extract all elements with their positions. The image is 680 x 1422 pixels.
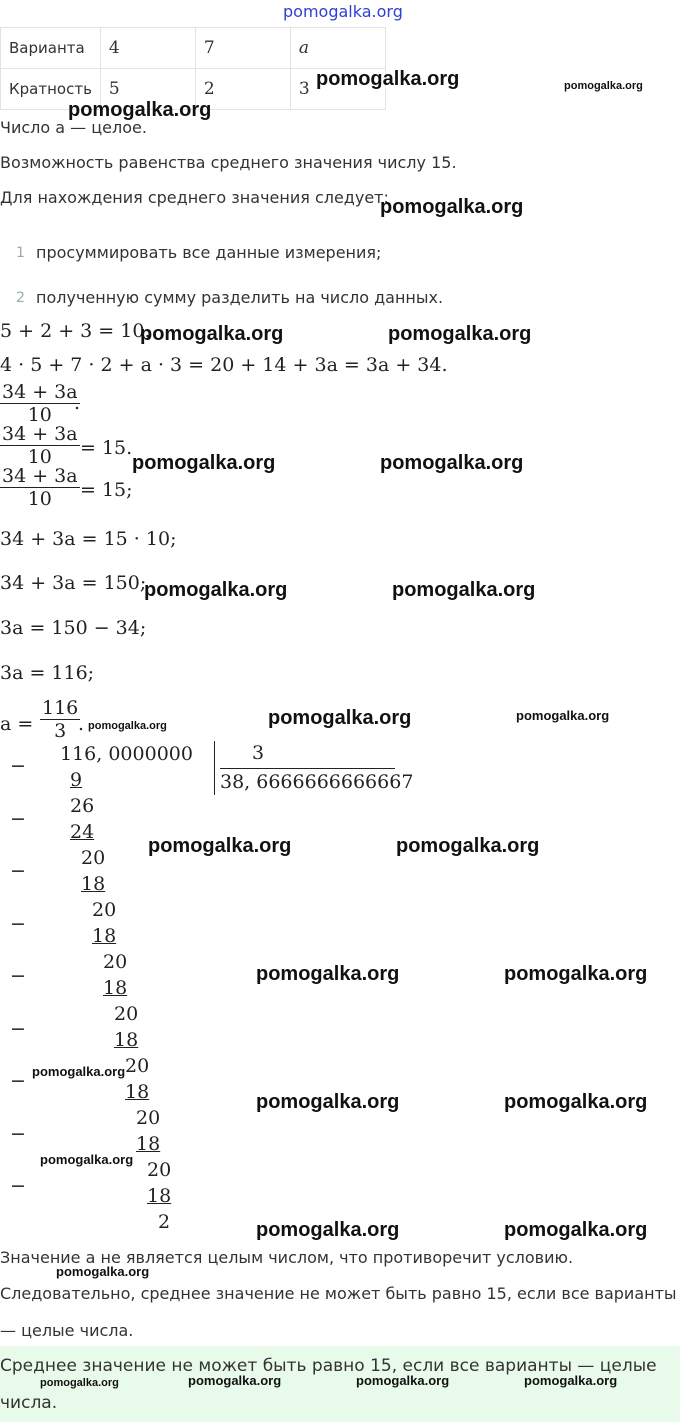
minus-sign: −: [10, 965, 26, 987]
quotient-line: [220, 768, 395, 769]
step-2: полученную сумму разделить на число данных.: [36, 288, 444, 307]
division-row: 20: [81, 847, 106, 869]
watermark: pomogalka.org: [388, 323, 532, 345]
division-row: 18: [92, 925, 117, 947]
site-link[interactable]: pomogalka.org: [283, 2, 403, 21]
watermark: pomogalka.org: [524, 1373, 618, 1388]
watermark: pomogalka.org: [40, 1377, 119, 1389]
table-header-variant: Варианта: [1, 28, 101, 69]
division-quotient: 38, 6666666666667: [220, 771, 414, 793]
division-row: 20: [92, 899, 117, 921]
step-number: 1: [16, 245, 25, 261]
minus-sign: −: [10, 913, 26, 935]
conclusion-line: Значение a не является целым числом, что противоречит условию.: [0, 1248, 574, 1267]
minus-sign: −: [10, 808, 26, 830]
steps-intro: Для нахождения среднего значения следует:: [0, 188, 389, 207]
watermark: pomogalka.org: [132, 452, 276, 474]
fraction-denominator: 10: [27, 446, 52, 468]
watermark: pomogalka.org: [256, 1219, 400, 1241]
watermark: pomogalka.org: [392, 579, 536, 601]
watermark: pomogalka.org: [256, 963, 400, 985]
division-bar: [214, 741, 215, 795]
division-row: 20: [103, 951, 128, 973]
watermark: pomogalka.org: [396, 835, 540, 857]
equation-line: 34 + 3a = 15 · 10;: [0, 528, 177, 550]
sum-multiplicities: 5 + 2 + 3 = 10.: [0, 320, 151, 342]
watermark: pomogalka.org: [40, 1152, 134, 1167]
equation-line: 34 + 3a = 150;: [0, 572, 147, 594]
division-row: 18: [147, 1185, 172, 1207]
watermark: pomogalka.org: [316, 68, 460, 90]
period: .: [74, 392, 81, 414]
possibility-statement: Возможность равенства среднего значения числу 15.: [0, 153, 457, 172]
equation-line: 3a = 116;: [0, 662, 95, 684]
division-row: 2: [158, 1211, 171, 1233]
minus-sign: −: [10, 1018, 26, 1040]
division-row: 18: [114, 1029, 139, 1051]
period: .: [78, 713, 85, 735]
division-row: 9: [70, 769, 83, 791]
watermark: pomogalka.org: [140, 323, 284, 345]
watermark: pomogalka.org: [268, 707, 412, 729]
answer-line: числа.: [0, 1393, 58, 1413]
division-divisor: 3: [252, 742, 265, 764]
division-row: 18: [103, 977, 128, 999]
fraction-numerator: 34 + 3a: [2, 423, 78, 445]
watermark: pomogalka.org: [88, 720, 167, 732]
answer-line: Среднее значение не может быть равно 15, если все варианты — целые: [0, 1356, 657, 1376]
watermark: pomogalka.org: [68, 99, 212, 121]
table-cell: a: [290, 28, 385, 69]
division-dividend: 116, 0000000: [60, 743, 193, 765]
watermark: pomogalka.org: [504, 1091, 648, 1113]
fraction-denominator: 10: [27, 488, 52, 510]
fraction-denominator: 3: [54, 720, 67, 742]
watermark: pomogalka.org: [380, 196, 524, 218]
watermark: pomogalka.org: [380, 452, 524, 474]
minus-sign: −: [10, 860, 26, 882]
watermark: pomogalka.org: [148, 835, 292, 857]
step-number: 2: [16, 290, 25, 306]
division-row: 26: [70, 795, 95, 817]
watermark: pomogalka.org: [256, 1091, 400, 1113]
watermark: pomogalka.org: [516, 708, 610, 723]
division-row: 18: [81, 873, 106, 895]
watermark: pomogalka.org: [504, 1219, 648, 1241]
table-row: [1, 28, 386, 69]
table-cell: 7: [195, 28, 290, 69]
mean-fraction: [0, 465, 80, 510]
division-row: 20: [114, 1003, 139, 1025]
conclusion-line: Следовательно, среднее значение не может быть равно 15, если все варианты: [0, 1284, 677, 1303]
division-row: 18: [125, 1081, 150, 1103]
division-row: 18: [136, 1133, 161, 1155]
table-cell: 3: [290, 69, 385, 110]
watermark: pomogalka.org: [564, 80, 643, 92]
a-equals: a =: [0, 713, 34, 735]
minus-sign: −: [10, 1175, 26, 1197]
division-row: 20: [136, 1107, 161, 1129]
minus-sign: −: [10, 1123, 26, 1145]
table-cell: 4: [100, 28, 195, 69]
equals-15: = 15.: [80, 437, 133, 459]
mean-fraction: [0, 381, 80, 426]
table-header-multiplicity: Кратность: [1, 69, 101, 110]
watermark: pomogalka.org: [356, 1373, 450, 1388]
equals-15: = 15;: [80, 479, 133, 501]
watermark: pomogalka.org: [32, 1064, 126, 1079]
watermark: pomogalka.org: [504, 963, 648, 985]
sum-values: 4 · 5 + 7 · 2 + a · 3 = 20 + 14 + 3a = 3a + 34.: [0, 354, 448, 376]
integer-statement: Число a — целое.: [0, 118, 147, 137]
minus-sign: −: [10, 755, 26, 777]
conclusion-line: — целые числа.: [0, 1321, 134, 1340]
division-row: 20: [125, 1055, 150, 1077]
watermark: pomogalka.org: [188, 1373, 282, 1388]
table-cell: 5: [100, 69, 195, 110]
division-row: 24: [70, 821, 95, 843]
division-row: 20: [147, 1159, 172, 1181]
fraction-numerator: 34 + 3a: [2, 465, 78, 487]
equation-line: 3a = 150 − 34;: [0, 617, 147, 639]
watermark: pomogalka.org: [56, 1264, 150, 1279]
step-1: просуммировать все данные измерения;: [36, 243, 382, 262]
fraction-numerator: 116: [42, 697, 79, 719]
fraction-denominator: 10: [27, 404, 52, 426]
minus-sign: −: [10, 1070, 26, 1092]
table-cell: 2: [195, 69, 290, 110]
watermark: pomogalka.org: [144, 579, 288, 601]
fraction-numerator: 34 + 3a: [2, 381, 78, 403]
a-fraction: [40, 697, 80, 742]
mean-fraction: [0, 423, 80, 468]
